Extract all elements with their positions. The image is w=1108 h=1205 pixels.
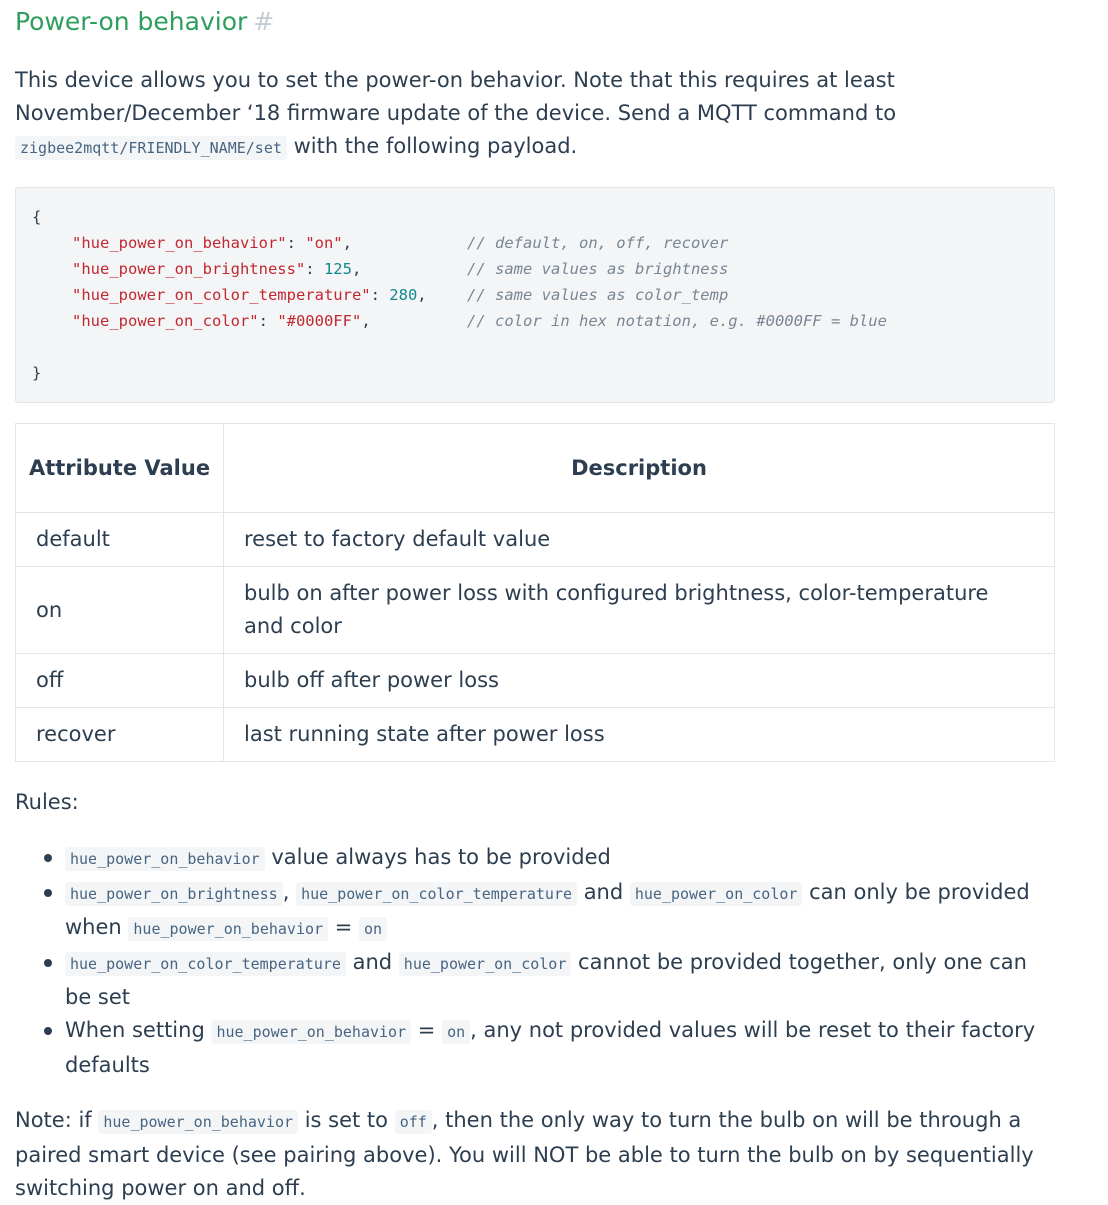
code-line: "hue_power_on_behavior": "on", // default, on, off, recover bbox=[32, 230, 1054, 256]
code-key: "hue_power_on_brightness" bbox=[72, 260, 306, 278]
inline-code: hue_power_on_brightness bbox=[65, 882, 283, 906]
code-value: "on" bbox=[305, 234, 343, 252]
column-header-attribute-value: Attribute Value bbox=[16, 424, 224, 513]
code-open-brace: { bbox=[32, 208, 42, 226]
code-key: "hue_power_on_color" bbox=[72, 312, 259, 330]
inline-code: hue_power_on_color_temperature bbox=[65, 952, 346, 976]
attribute-table bbox=[15, 423, 1055, 762]
intro-paragraph bbox=[15, 64, 1055, 165]
list-item: hue_power_on_color_temperature and hue_power_on_color cannot be provided together, only one can be set bbox=[65, 946, 1055, 1014]
inline-code: on bbox=[359, 917, 387, 941]
inline-code: on bbox=[442, 1020, 470, 1044]
code-value: 125 bbox=[323, 260, 352, 278]
code-close-brace: } bbox=[32, 364, 42, 382]
table-row bbox=[16, 708, 1055, 762]
attribute-value-cell: recover bbox=[16, 708, 224, 762]
code-key: "hue_power_on_color_temperature" bbox=[72, 286, 371, 304]
inline-code: hue_power_on_behavior bbox=[98, 1110, 298, 1134]
list-item: hue_power_on_behavior value always has to be provided bbox=[65, 841, 1055, 876]
note-paragraph: Note: if hue_power_on_behavior is set to off , then the only way to turn the bulb on will be through a paired smart device (see pairing above). You will NOT be able to turn the bulb on by sequentially switching power on and off. bbox=[15, 1108, 1034, 1200]
description-cell: bulb off after power loss bbox=[224, 654, 1055, 708]
inline-code: off bbox=[395, 1110, 432, 1134]
code-line: "hue_power_on_brightness": 125, // same values as brightness bbox=[32, 256, 1054, 282]
topic-code: zigbee2mqtt/FRIENDLY_NAME/set bbox=[15, 136, 287, 160]
inline-code: hue_power_on_color_temperature bbox=[296, 882, 577, 906]
code-line: "hue_power_on_color": "#0000FF", // color in hex notation, e.g. #0000FF = blue bbox=[32, 308, 1054, 334]
description-cell: reset to factory default value bbox=[224, 513, 1055, 567]
rules-label: Rules: bbox=[15, 790, 79, 814]
description-cell: last running state after power loss bbox=[224, 708, 1055, 762]
inline-code: hue_power_on_color bbox=[630, 882, 803, 906]
code-comment: // default, on, off, recover bbox=[467, 234, 729, 252]
code-comment: // same values as color_temp bbox=[467, 286, 729, 304]
inline-code: hue_power_on_color bbox=[399, 952, 572, 976]
inline-code: hue_power_on_behavior bbox=[128, 917, 328, 941]
doc-page bbox=[15, 0, 1055, 1205]
table-row bbox=[16, 654, 1055, 708]
heading-title: Power-on behavior bbox=[15, 7, 248, 36]
table-row bbox=[16, 567, 1055, 654]
code-key: "hue_power_on_behavior" bbox=[72, 234, 287, 252]
table-row bbox=[16, 513, 1055, 567]
section-heading bbox=[15, 0, 1055, 42]
inline-code: hue_power_on_behavior bbox=[211, 1020, 411, 1044]
list-item: When setting hue_power_on_behavior = on , any not provided values will be reset to their factory defaults bbox=[65, 1014, 1055, 1082]
table-header-row bbox=[16, 424, 1055, 513]
intro-text-end: with the following payload. bbox=[286, 134, 578, 158]
attribute-value-cell: off bbox=[16, 654, 224, 708]
code-line: "hue_power_on_color_temperature": 280, // same values as color_temp bbox=[32, 282, 1054, 308]
column-header-description: Description bbox=[224, 424, 1055, 513]
intro-text: This device allows you to set the power-on behavior. Note that this requires at least November/December ‘18 firmware update of the device. Send a MQTT command to bbox=[15, 68, 897, 125]
code-comment: // color in hex notation, e.g. #0000FF = blue bbox=[467, 312, 887, 330]
attribute-value-cell: on bbox=[16, 567, 224, 654]
code-value: "#0000FF" bbox=[277, 312, 362, 330]
heading-anchor-link[interactable]: # bbox=[253, 7, 275, 36]
list-item: hue_power_on_brightness , hue_power_on_color_temperature and hue_power_on_color can only be provided when hue_power_on_behavior = on bbox=[65, 876, 1055, 946]
payload-code-block bbox=[15, 187, 1055, 403]
code-comment: // same values as brightness bbox=[467, 260, 729, 278]
inline-code: hue_power_on_behavior bbox=[65, 847, 265, 871]
rules-list bbox=[15, 841, 1055, 1082]
attribute-value-cell: default bbox=[16, 513, 224, 567]
description-cell: bulb on after power loss with configured brightness, color-temperature and color bbox=[224, 567, 1055, 654]
code-value: 280 bbox=[389, 286, 418, 304]
